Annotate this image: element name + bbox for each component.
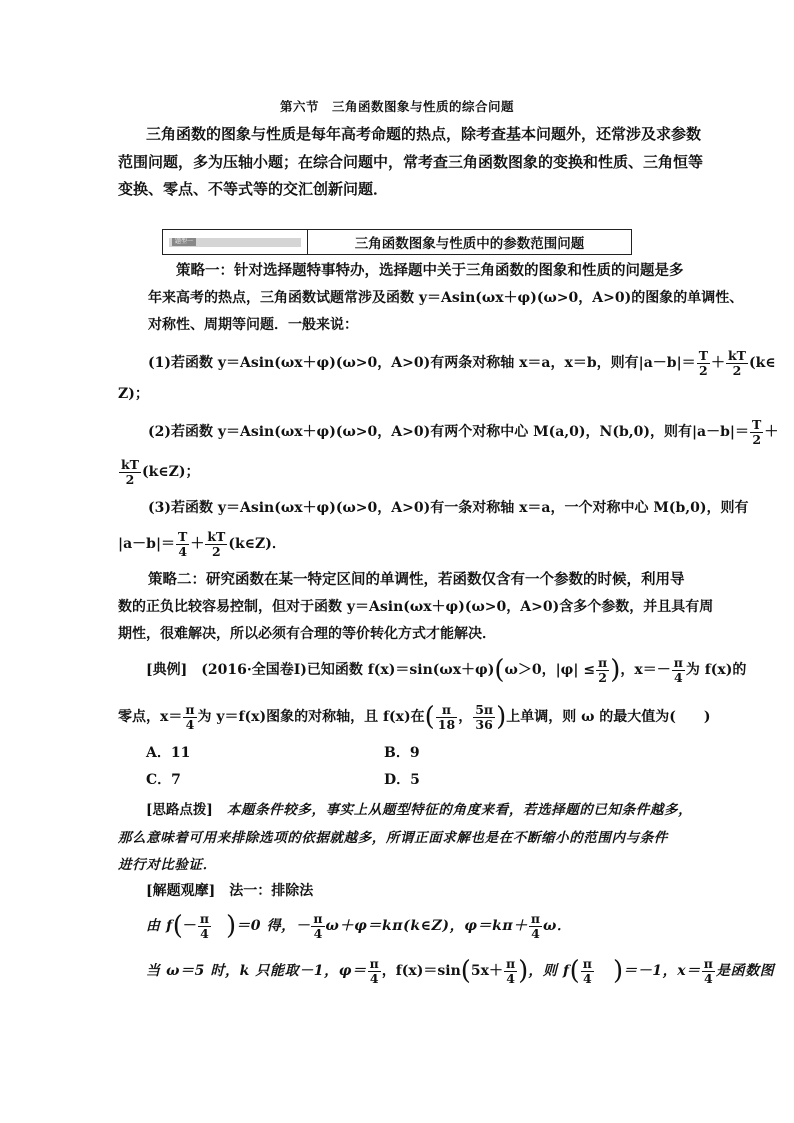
fraction-T-over-4: $\frac{T}{4}$ bbox=[178, 528, 188, 559]
option-c: C．7 bbox=[146, 772, 181, 788]
sol-text-a4: ω＋φ＝kπ(k∈Z)，φ＝kπ＋ bbox=[325, 918, 528, 934]
strategy2-line-1: 策略二：研究函数在某一特定区间的单调性，若函数仅含有一个参数的时候，利用导 bbox=[148, 571, 685, 588]
section-header-box bbox=[162, 229, 632, 255]
paren-open: ( bbox=[494, 655, 505, 685]
sol-text-b4: ，则 f bbox=[528, 963, 570, 979]
case2-cont bbox=[118, 452, 200, 492]
solution-line-1 bbox=[146, 906, 572, 946]
example-line-1 bbox=[146, 650, 746, 690]
strategy1-line-2: 年来高考的热点，三角函数试题常涉及函数 y＝Asin(ωx＋φ)(ω>0，A>0)的图象的单调性、 bbox=[148, 290, 744, 306]
example-text-d: 零点，x＝ bbox=[118, 709, 183, 725]
sol-text-b1: 当 ω＝5 时，k 只能取－1，φ＝ bbox=[146, 963, 367, 979]
sol-text-b3: 5x＋ bbox=[470, 963, 504, 979]
example-text-e: 为 y＝f(x)图象的对称轴，且 f(x)在 bbox=[197, 709, 425, 725]
solution-header bbox=[146, 882, 313, 900]
solution-label: [解题观摩] bbox=[146, 883, 216, 899]
paren-close: ) bbox=[612, 956, 624, 986]
intro-line-1: 三角函数的图象与性质是每年高考命题的热点，除考查基本问题外，还常涉及求参数 bbox=[146, 125, 702, 143]
example-text-c: 为 f(x)的 bbox=[685, 662, 747, 678]
case1-cont: Z)； bbox=[118, 386, 149, 402]
fraction-kT-over-2: $\frac{kT}{2}$ bbox=[121, 456, 139, 487]
case2-line bbox=[148, 412, 778, 452]
fraction-pi-over-4: $\frac{\pi}{4}$ bbox=[673, 654, 683, 685]
solution-method: 法一：排除法 bbox=[215, 883, 314, 899]
fraction-pi-over-2: $\frac{\pi}{2}$ bbox=[598, 654, 608, 685]
strategy2-line-2: 数的正负比较容易控制，但对于函数 y＝Asin(ωx＋φ)(ω>0，A>0)含多个参数，并且具有周 bbox=[118, 599, 714, 615]
paren-open: ( bbox=[172, 911, 183, 941]
option-d: D．5 bbox=[384, 772, 420, 788]
paren-close: ) bbox=[226, 911, 237, 941]
section-tag bbox=[169, 238, 301, 247]
solution-line-2 bbox=[146, 951, 774, 991]
plus-sign: ＋ bbox=[190, 536, 205, 552]
fraction-pi-over-4: $\frac{\pi}{4}$ bbox=[506, 955, 516, 986]
fraction-5pi-over-36: $\frac{5\pi}{36}$ bbox=[475, 701, 494, 732]
section-heading: 三角函数图象与性质中的参数范围问题 bbox=[354, 236, 585, 252]
fraction-pi-over-4: $\frac{\pi}{4}$ bbox=[313, 910, 323, 941]
example-text: (2016·全国卷Ⅰ)已知函数 f(x)＝sin(ωx＋φ) bbox=[187, 662, 495, 678]
paren-open: ( bbox=[424, 702, 435, 732]
case2-text: (2)若函数 y＝Asin(ωx＋φ)(ω>0，A>0)有两个对称中心 M(a,0)，N(b,0)，则有|a－b|＝ bbox=[148, 424, 750, 440]
sol-text-b2: ，f(x)＝sin bbox=[381, 963, 461, 979]
intro-line-3: 变换、零点、不等式等的交汇创新问题． bbox=[118, 180, 389, 198]
paren-close: ) bbox=[518, 956, 529, 986]
section-tag-label: 题型一 bbox=[172, 238, 196, 246]
sol-text-a3: ＝0 得，－ bbox=[236, 918, 311, 934]
hint-line-1 bbox=[146, 801, 692, 819]
fraction-kT-over-2: $\frac{kT}{2}$ bbox=[207, 528, 226, 559]
strategy2-line-3: 期性，很难解决，所以必须有合理的等价转化方式才能解决． bbox=[118, 626, 496, 642]
case3-cont bbox=[118, 524, 286, 564]
intro-line-2: 范围问题，多为压轴小题；在综合问题中，常考查三角函数图象的变换和性质、三角恒等 bbox=[118, 153, 704, 171]
strategy1-line-1: 策略一：针对选择题特事特办，选择题中关于三角函数的图象和性质的问题是多 bbox=[176, 262, 684, 279]
fraction-pi-over-4: $\frac{\pi}{4}$ bbox=[530, 910, 540, 941]
fraction-kT-over-2: $\frac{kT}{2}$ bbox=[728, 347, 746, 378]
sol-text-a5: ω． bbox=[543, 918, 572, 934]
option-b: B．9 bbox=[384, 745, 420, 761]
comma: ， bbox=[458, 709, 473, 725]
fraction-pi-over-4: $\frac{\pi}{4}$ bbox=[199, 910, 210, 941]
plus-sign: ＋ bbox=[764, 424, 779, 440]
strategy1-line-3: 对称性、周期等问题．一般来说： bbox=[148, 317, 358, 333]
fraction-T-over-2: $\frac{T}{2}$ bbox=[752, 416, 762, 447]
paren-close: ) bbox=[496, 702, 507, 732]
fraction-pi-over-4: $\frac{\pi}{4}$ bbox=[582, 955, 592, 986]
case3-line: (3)若函数 y＝Asin(ωx＋φ)(ω>0，A>0)有一条对称轴 x＝a，一个对称中心 M(b,0)，则有 bbox=[148, 500, 749, 516]
plus-sign: ＋ bbox=[711, 355, 725, 371]
example-line-2 bbox=[118, 697, 711, 737]
case1-text: (1)若函数 y＝Asin(ωx＋φ)(ω>0，A>0)有两条对称轴 x＝a，x＝b，则有|a－b|＝ bbox=[148, 355, 696, 371]
fraction-pi-over-18: $\frac{\pi}{18}$ bbox=[437, 701, 456, 732]
example-condition: ω＞0，|φ| ≤ bbox=[504, 662, 596, 678]
paren-close: ) bbox=[610, 655, 621, 685]
case2-tail: (k∈Z)； bbox=[141, 464, 200, 480]
example-label: [典例] bbox=[146, 662, 188, 678]
case3-tail: (k∈Z)． bbox=[228, 536, 286, 552]
option-a: A．11 bbox=[146, 745, 191, 761]
fraction-pi-over-4: $\frac{\pi}{4}$ bbox=[703, 955, 713, 986]
hint-line-2: 那么意味着可用来排除选项的依据就越多，所谓正面求解也是在不断缩小的范围内与条件 bbox=[118, 830, 668, 846]
paren-open: ( bbox=[460, 956, 471, 986]
fraction-pi-over-4: $\frac{\pi}{4}$ bbox=[369, 955, 379, 986]
case1-tail: (k∈ bbox=[748, 355, 776, 371]
paren-open: ( bbox=[569, 956, 580, 986]
sol-text-b5: ＝－1，x＝ bbox=[623, 963, 701, 979]
hint-line-3: 进行对比验证． bbox=[118, 857, 217, 873]
sol-text-b6: 是函数图 bbox=[715, 963, 775, 979]
fraction-pi-over-4: $\frac{\pi}{4}$ bbox=[185, 701, 195, 732]
hint-label: [思路点拨] bbox=[146, 802, 213, 818]
section-tag-cell bbox=[163, 230, 308, 254]
example-text-f: 上单调，则 ω 的最大值为( ) bbox=[506, 709, 711, 725]
hint-text-1: 本题条件较多，事实上从题型特征的角度来看，若选择题的已知条件越多， bbox=[212, 802, 693, 818]
page-title: 第六节 三角函数图象与性质的综合问题 bbox=[279, 99, 514, 114]
sol-text-a1: 由 f bbox=[146, 918, 173, 934]
example-text-b: ，x＝－ bbox=[620, 662, 671, 678]
case3-abs: |a－b|＝ bbox=[118, 536, 176, 552]
case1-line bbox=[148, 343, 776, 383]
sol-text-a2: － bbox=[182, 918, 197, 934]
fraction-T-over-2: $\frac{T}{2}$ bbox=[698, 347, 708, 378]
